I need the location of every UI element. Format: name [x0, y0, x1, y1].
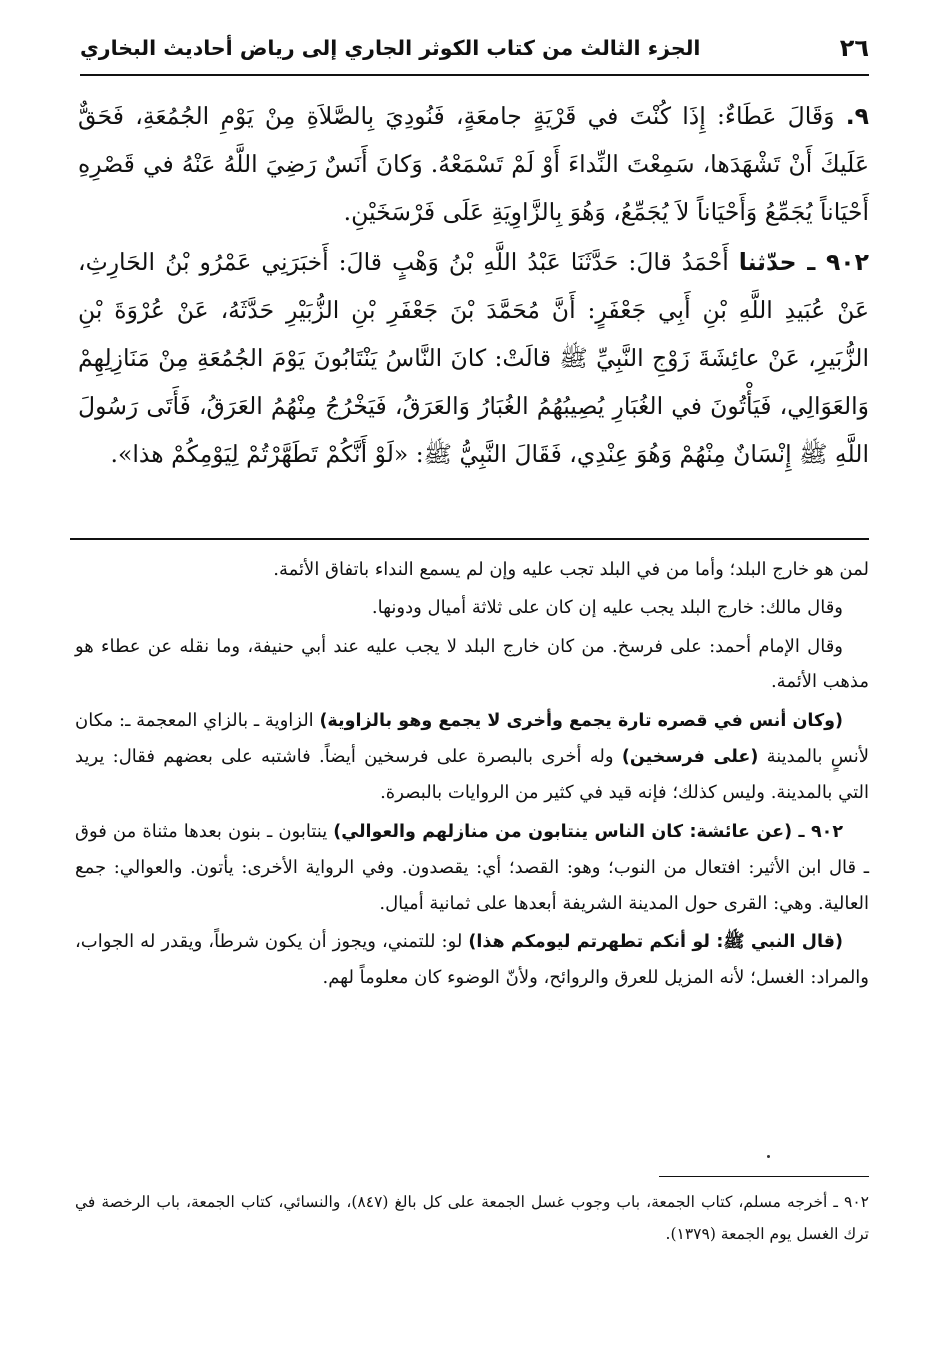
- hadith-number: ٩٠٢ ـ حدّثنا: [738, 248, 869, 276]
- print-speck: [767, 1155, 770, 1158]
- paragraph-text: وَقَالَ عَطَاءٌ: إِذَا كُنْتَ في قَرْيَةٍ جامعَةٍ، فَنُودِيَ بِالصَّلاَةِ مِنْ يَوْمِ الجُمُعَةِ، فَحَقٌّ عَلَيكَ أَنْ تَشْهَدَها، سَمِعْتَ النِّداءَ أَوْ لَمْ تَسْمَعْهُ. وَكانَ أَنَسٌ رَضِيَ اللَّهُ عَنْهُ في قَصْرِهِ أَحْيَاناً يُجَمِّعُ وَأَحْيَاناً لاَ يُجَمِّعُ، وَهُوَ بِالزَّاوِيَةِ عَلَى فَرْسَخَيْنِ.: [78, 102, 869, 226]
- commentary-paragraph: [75, 924, 869, 996]
- commentary-paragraph: [75, 703, 869, 811]
- commentary-text: ينتابون ـ بنون بعدها مثناة من فوق ـ قال ابن الأثير: افتعال من النوب؛ وهو: القصد؛ أي: يقصدون. وفي الرواية الأخرى: يأتون. والعوالي: جمع العالية. وهي: القرى حول المدينة الشريفة أبعدها على ثمانية أميال.: [75, 820, 869, 914]
- commentary-text: الزاوية ـ بالزاي المعجمة ـ: مكان لأنسٍ بالمدينة: [75, 709, 869, 768]
- quoted-matn: (قال النبي ﷺ: لو أنكم تطهرتم ليومكم هذا): [468, 932, 843, 953]
- footnote-rule: [659, 1176, 869, 1177]
- commentary: [75, 552, 869, 999]
- hadith-paragraph-ata: [78, 92, 869, 236]
- hadith-paragraph-902: [78, 238, 869, 478]
- text-separator: [70, 538, 869, 540]
- commentary-paragraph: وقال الإمام أحمد: على فرسخ. من كان خارج البلد لا يجب عليه عند أبي حنيفة، وما نقله عن عطاء هو مذهب الأئمة.: [75, 635, 869, 693]
- commentary-text: وله أخرى بالبصرة على فرسخين أيضاً. فاشتبه على بعضهم فقال: يريد التي بالمدينة. وليس كذلك؛ فإنه قيد في كثير من الروايات بالبصرة.: [75, 746, 869, 804]
- footnote: [75, 1186, 869, 1250]
- quoted-matn: (على فرسخين): [621, 747, 759, 768]
- page-number: ٢٦: [839, 34, 869, 62]
- commentary-paragraph: لمن هو خارج البلد؛ وأما من في البلد تجب عليه وإن لم يسمع النداء باتفاق الأئمة.: [273, 559, 869, 580]
- footnote-text: ٩٠٢ ـ أخرجه مسلم، كتاب الجمعة، باب وجوب غسل الجمعة على كل بالغ (٨٤٧)، والنسائي، كتاب الجمعة، باب الرخصة في ترك الغسل يوم الجمعة (١٣٧٩).: [75, 1193, 869, 1243]
- quoted-matn: (وكان أنس في قصره تارة يجمع وأخرى لا يجمع وهو بالزاوية): [319, 710, 843, 731]
- running-title: الجزء الثالث من كتاب الكوثر الجاري إلى رياض أحاديث البخاري: [80, 36, 701, 60]
- hadith-text: [78, 92, 869, 480]
- hadith-body: أَحْمَدُ قالَ: حَدَّثَنَا عَبْدُ اللَّهِ بْنُ وَهْبٍ قالَ: أَخبَرَنِي عَمْرُو بْنُ الحَارِثِ، عَنْ عُبَيدِ اللَّهِ بْنِ أَبِي جَعْفَرٍ: أَنَّ مُحَمَّدَ بْنَ جَعْفَرِ بْنِ الزُّبَيْرِ حَدَّثَهُ، عَنْ عُرْوَةَ بْنِ الزُّبَيرِ، عَنْ عائِشَةَ زَوْجِ النَّبِيِّ ﷺ قالَتْ: كانَ النَّاسُ يَنْتَابُونَ يَوْمَ الجُمُعَةِ مِنْ مَنَازِلِهِمْ وَالعَوَالِي، فَيَأْتُونَ في الغُبَارِ يُصِيبُهُمُ الغُبَارُ وَالعَرَقُ، فَيَخْرُجُ مِنْهُمُ العَرَقُ، فَأَتَى رَسُولَ اللَّهِ ﷺ إِنْسَانٌ مِنْهُمْ وَهُوَ عِنْدِي، فَقَالَ النَّبِيُّ ﷺ: «لَوْ أَنَّكُمْ تَطَهَّرْتُمْ لِيَوْمِكُمْ هذا».: [78, 248, 869, 468]
- paragraph-number: ٩.: [845, 102, 869, 130]
- quoted-matn: ٩٠٢ ـ (عن عائشة: كان الناس ينتابون من منازلهم والعوالي): [333, 821, 843, 842]
- commentary-paragraph: [75, 814, 869, 921]
- commentary-text: لو: للتمني، ويجوز أن يكون شرطاً، ويقدر له الجواب، والمراد: الغسل؛ لأنه المزيل للعرق والروائح، ولأنّ الوضوء كان معلوماً لهم.: [75, 931, 869, 989]
- commentary-paragraph: وقال مالك: خارج البلد يجب عليه إن كان على ثلاثة أميال ودونها.: [371, 597, 843, 619]
- page-header: [80, 28, 869, 76]
